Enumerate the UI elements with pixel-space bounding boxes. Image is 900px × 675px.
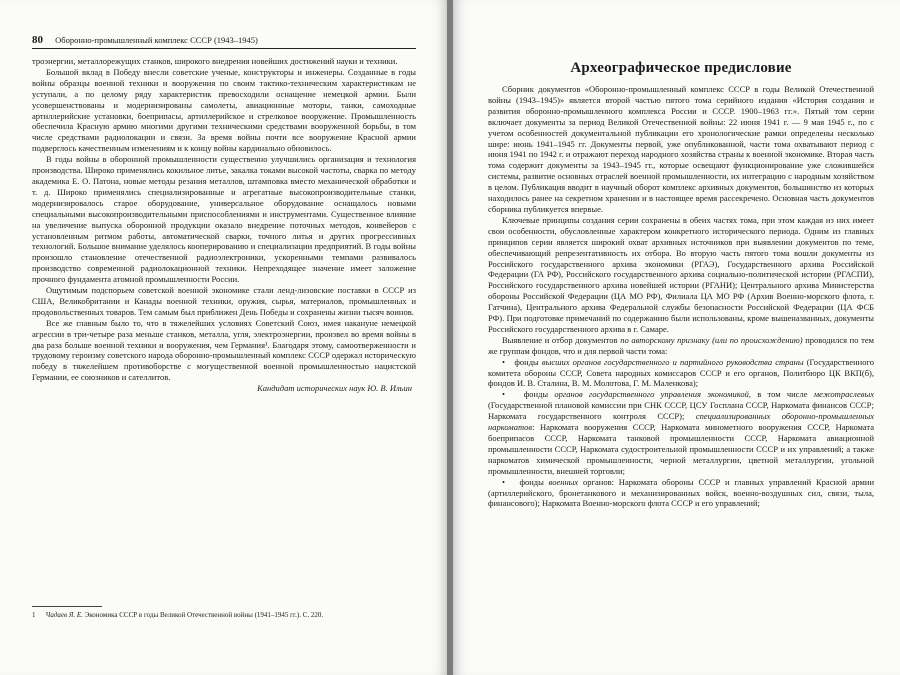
footnote (32, 611, 416, 620)
signature: Кандидат исторических наук Ю. В. Ильин (257, 383, 412, 394)
running-head (32, 34, 416, 49)
footnote-text: Экономика СССР в годы Великой Отечественной войны (1941–1945 гг.). С. 220. (82, 611, 324, 619)
italic-run: специализированных оборонно-промышленных наркоматов (488, 411, 875, 433)
footnote-mark: 1 (32, 611, 36, 619)
italic-run: высших органов государственного и партийного руководства страны (541, 356, 804, 367)
left-page (0, 0, 447, 675)
bullet-item (488, 357, 874, 390)
bullet-item (488, 477, 874, 510)
text-run: : Наркомата вооружения СССР, Наркомата минометного вооружения СССР, Наркомата боеприпасов СССР, Наркомата танковой промышленности СССР, Наркомата авиационной промышленности СССР, Наркомата судостроительной промышленности СССР и их управлений; а также наркоматов химической промышленности, черной металлургии, цветной металлургии, угольной промышленности, внешней торговли; (488, 422, 874, 476)
paragraph: Сборник документов «Оборонно-промышленный комплекс СССР в годы Великой Отечественной войны (1943–1945)» является второй частью пятого тома серийного издания «История создания и развития оборонно-промышленного комплекса России и СССР. 1900–1963 гг.». Пятый том серии включает документы за период Великой Отечественной войны: 22 июня 1941 г. — 9 мая 1945 г., по с учетом особенностей документальной публикации его хронологические рамки определены несколько шире: июнь 1941–1945 гг. Документы первой, уже опубликованной, части тома охватывают период с июня 1941 по 1942 г. и отражают переход народного хозяйства страны к военной экономике. Вторая часть тома содержит документы за 1943–1945 гг., которые освещают функционирование уже сложившейся системы, развитие основных отраслей военной промышленности, их интеграцию с народным хозяйством в целом. Публикация вводит в научный оборот комплекс архивных документов, большинство из которых находилось ранее на секретном хранении и в настоящее время рассекречено. Основная часть документов сборника публикуется впервые. (488, 84, 874, 214)
text-run: (Государственной плановой комиссии при СНК СССР, ЦСУ Госплана СССР, Наркомата финансов СССР; Наркомата государственного контроля СССР); (488, 400, 874, 422)
footnote-author: Чадаев Я. Е. (45, 611, 83, 619)
paragraph: Ключевые принципы создания серии сохранены в обеих частях тома, при этом каждая из них имеет свои особенности, обусловленные характером конкретного исторического периода. Одним из главных принципов серии является широкий охват архивных источников при выявлении документов по теме, обеспечивающий репрезентативность их отбора. Во вторую часть пятого тома вошли документы из Российского государственного архива экономики (РГАЭ), Государственного архива Российской Федерации (ГА РФ), Российского государственного архива социально-политической истории (РГАСПИ), Российского государственного архива новейшей истории (РГАНИ); Центрального архива Министерства обороны Российской Федерации (ЦА МО РФ), Филиала ЦА МО РФ (Архив Военно-морского флота, г. Гатчина), Центрального архива Федеральной службы безопасности Российской Федерации (ЦА ФСБ РФ). При подготовке примечаний по содержанию были использованы, кроме вышеназванных, документы Российского государственного архива в г. Самаре. (488, 214, 874, 334)
bullet-icon: • (502, 356, 505, 367)
text-run: фонды (523, 389, 555, 400)
text-run: (Государственного комитета обороны СССР, Совета народных комиссаров СССР и его органов, Политбюро ЦК ВКП(б), фондов И. В. Сталина, В. М. Молотова, Г. М. Маленкова); (488, 356, 875, 389)
section-title: Археографическое предисловие (570, 60, 792, 76)
paragraph: Ощутимым подспорьем советской военной экономике стали ленд-лизовские поставки в СССР из США, Великобритании и Канады военной техники, оружия, сырья, материалов, промышленных и продовольственных товаров. Тем самым был приближен День Победы и сохранены жизни тысяч воинов. (32, 285, 416, 317)
footnote-divider (32, 606, 102, 607)
paragraph: Все же главным было то, что в тяжелейших условиях Советский Союз, имея накануне немецкой агрессии в три-четыре раза меньше станков, металла, угля, электроэнергии, произвел во время войны в два раза больше военной техники и вооружения, чем Германия¹. Благодаря этому, самоотверженности и трудовому героизму советского народа оборонно-промышленный комплекс СССР одержал историческую победу в тяжелейшем противоборстве с могущественной военной промышленностью нацистской Германии, ее союзников и сателлитов. (32, 317, 416, 383)
italic-run: по авторскому признаку (или по происхождению) (620, 334, 803, 345)
text-run: фонды (519, 476, 549, 487)
bullet-icon: • (502, 389, 505, 400)
paragraph: В годы войны в оборонной промышленности существенно улучшились организация и технология производства. Широко применялись кокильное литье, закалка токами высокой частоты, сварка по методу академика Е. О. Патона, новые методы резания металлов, штамповка вместо механической обработки и т. д. Широко применялись специализированные и агрегатные высокопроизводительные станки, модернизировалось старое оборудование, универсальное оборудование оснащалось новыми специальными высокопроизводительными приспособлениями и инструментами. Существенное влияние на увеличение выпуска оборонной продукции оказало внедрение поточных методов, конвейеров с установленным ритмом работы, автоматической сварки, точного литья и других прогрессивных технологий. Большое внимание уделялось кооперированию и специализации предприятий. В годы войны произошло становление отечественной радиоэлектроники, ускоренными темпами развивалось производство современной радиолокационной техники. Непреходящее значение имеет заложение прочного фундамента атомной промышленности России. (32, 154, 416, 285)
text-run: фонды (514, 356, 542, 367)
text-run: в том числе (750, 389, 814, 400)
italic-run: военных (548, 476, 579, 487)
page-number: 80 (32, 34, 43, 46)
bullet-item (488, 389, 874, 476)
bullet-icon: • (502, 476, 505, 487)
right-body-text (488, 84, 874, 509)
paragraph (488, 335, 874, 357)
text-run: органов: Наркомата обороны СССР и главных управлений Красной армии (артиллерийского, бронетанкового и механизированных войск, военно-воздушных сил, связи, тыла, финансового); Наркомата Военно-морского флота СССР и его управлений; (488, 476, 875, 509)
right-page (453, 0, 900, 675)
paragraph: Большой вклад в Победу внесли советские ученые, конструкторы и инженеры. Созданные в годы войны образцы военной техники и вооружения по своим тактико-техническим характеристикам не уступали, а по целому ряду характеристик превосходили оснащение немецкой армии. Были усовершенствованы и модернизированы самолеты, авиационные моторы, танки, самоходные артиллерийские установки, боеприпасы, артиллерийское и стрелковое вооружение. Промышленность обеспечила Красную армию многими другими техническими средствами вооруженной борьбы, в том числе средствами радиолокации и связи. За время войны почти все вооружение Красной армии подверглось качественным изменениям и к концу войны кардинально обновилось. (32, 66, 416, 154)
paragraph: троэнергии, металлорежущих станков, широкого внедрения новейших достижений науки и техники. (32, 56, 398, 66)
running-head-title: Оборонно-промышленный комплекс СССР (1943–1945) (55, 35, 258, 45)
italic-run: межотраслевых (813, 389, 875, 400)
italic-run: органов государственного управления экономикой, (554, 389, 751, 400)
text-run: проводился по тем же группам фондов, что и для первой части тома: (488, 334, 874, 356)
left-body-text (32, 56, 416, 394)
text-run: Выявление и отбор документов (502, 334, 621, 345)
